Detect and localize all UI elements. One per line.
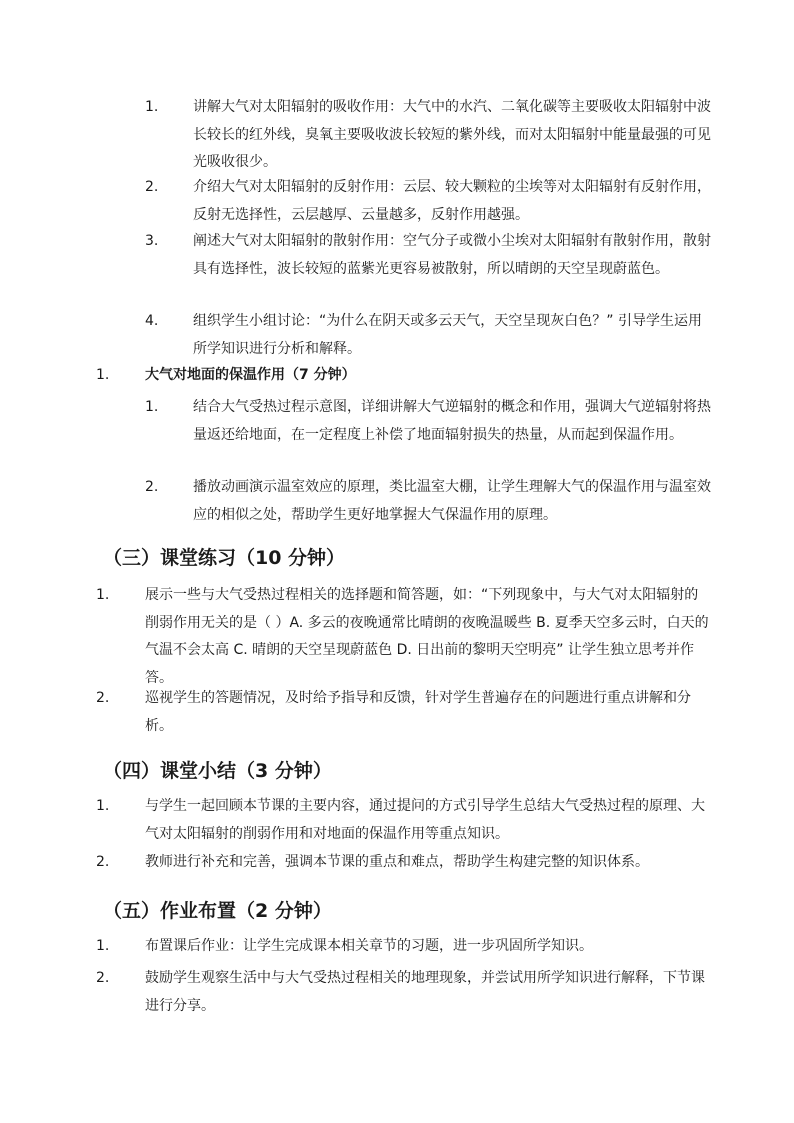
list-number: 2.: [96, 854, 110, 870]
list-item: 讲解大气对太阳辐射的吸收作用：大气中的水汽、二氧化碳等主要吸收太阳辐射中波长较长的红外线，臭氧主要吸收波长较短的紫外线，而对太阳辐射中能量最强的可见光吸收很少。: [193, 99, 711, 170]
list-item: 介绍大气对太阳辐射的反射作用：云层、较大颗粒的尘埃等对太阳辐射有反射作用，反射无选择性，云层越厚、云量越多，反射作用越强。: [193, 179, 711, 223]
list-number: 1.: [96, 587, 110, 603]
list-number: 1.: [96, 367, 110, 383]
list-number: 1.: [96, 798, 110, 814]
list-item: 播放动画演示温室效应的原理，类比温室大棚，让学生理解大气的保温作用与温室效应的相似之处，帮助学生更好地掌握大气保温作用的原理。: [193, 479, 711, 523]
list-number: 4.: [145, 313, 159, 329]
list-item: 组织学生小组讨论：“为什么在阴天或多云天气，天空呈现灰白色？” 引导学生运用所学知识进行分析和解释。: [193, 313, 702, 357]
list-item: 结合大气受热过程示意图，详细讲解大气逆辐射的概念和作用，强调大气逆辐射将热量返还给地面，在一定程度上补偿了地面辐射损失的热量，从而起到保温作用。: [193, 399, 711, 443]
list-number: 2.: [96, 970, 110, 986]
list-item: 展示一些与大气受热过程相关的选择题和简答题，如：“下列现象中，与大气对太阳辐射的削弱作用无关的是（ ）A. 多云的夜晚通常比晴朗的夜晚温暖些 B. 夏季天空多云时，白天的气温不会太高 C. 晴朗的天空呈现蔚蓝色 D. 日出前的黎明天空明亮” 让学生独立思考并作答。: [145, 587, 709, 686]
subsection-title: 大气对地面的保温作用（7 分钟）: [145, 367, 356, 383]
list-number: 2.: [145, 179, 159, 195]
list-item: 教师进行补充和完善，强调本节课的重点和难点，帮助学生构建完整的知识体系。: [145, 854, 649, 870]
list-number: 2.: [96, 690, 110, 706]
list-item: 阐述大气对太阳辐射的散射作用：空气分子或微小尘埃对太阳辐射有散射作用，散射具有选择性，波长较短的蓝紫光更容易被散射，所以晴朗的天空呈现蔚蓝色。: [193, 233, 711, 277]
list-item: 布置课后作业：让学生完成课本相关章节的习题，进一步巩固所学知识。: [145, 938, 593, 954]
section-heading: （三）课堂练习（10 分钟）: [103, 547, 346, 569]
list-number: 2.: [145, 479, 159, 495]
list-number: 1.: [145, 99, 159, 115]
list-number: 1.: [145, 399, 159, 415]
list-item: 与学生一起回顾本节课的主要内容，通过提问的方式引导学生总结大气受热过程的原理、大气对太阳辐射的削弱作用和对地面的保温作用等重点知识。: [145, 798, 705, 842]
list-item: 巡视学生的答题情况，及时给予指导和反馈，针对学生普遍存在的问题进行重点讲解和分析。: [145, 690, 691, 734]
list-number: 1.: [96, 938, 110, 954]
section-heading: （四）课堂小结（3 分钟）: [103, 760, 332, 782]
list-item: 鼓励学生观察生活中与大气受热过程相关的地理现象，并尝试用所学知识进行解释，下节课进行分享。: [145, 970, 705, 1014]
section-heading: （五）作业布置（2 分钟）: [103, 900, 332, 922]
list-number: 3.: [145, 233, 159, 249]
